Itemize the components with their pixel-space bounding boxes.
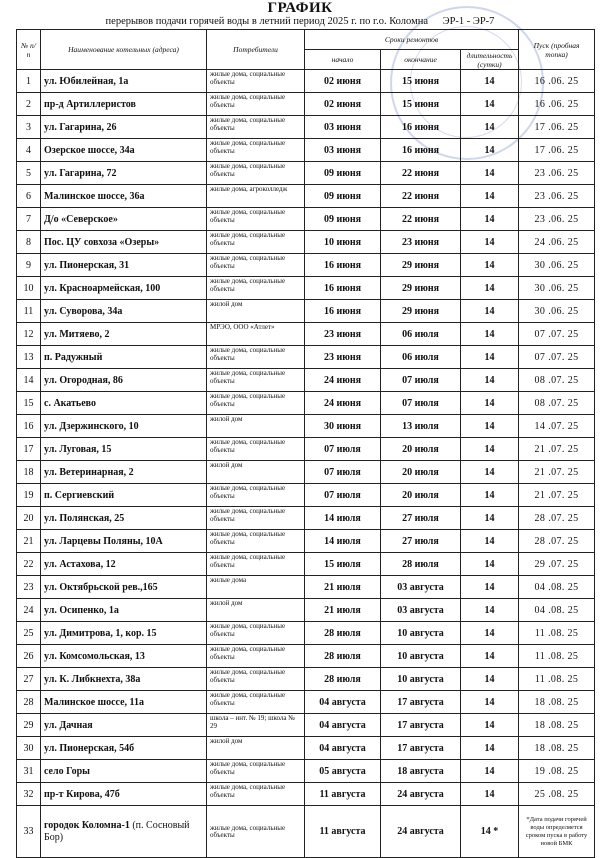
row-end: 20 июля [381,484,461,507]
row-end: 22 июня [381,185,461,208]
row-end: 24 августа [381,783,461,806]
row-days: 14 [461,231,519,254]
row-start: 28 июля [305,668,381,691]
row-num: 7 [17,208,41,231]
row-start: 09 июня [305,185,381,208]
row-num: 5 [17,162,41,185]
row-consumers: жилые дома, социальные объекты [207,507,305,530]
table-row [17,70,595,93]
table-row [17,93,595,116]
row-name: ул. Комсомольская, 13 [41,645,207,668]
row-start: 24 июня [305,369,381,392]
row-name: ул. Октябрьской рев.,165 [41,576,207,599]
table-row-last [17,806,595,858]
row-launch: 25 .08. 25 [519,783,595,806]
row-consumers: жилые дома, социальные объекты [207,622,305,645]
row-end: 15 июня [381,70,461,93]
row-launch: 08 .07. 25 [519,369,595,392]
row-days: 14 [461,139,519,162]
row-name: ул. Дачная [41,714,207,737]
table-row [17,530,595,553]
row-consumers: жилые дома, социальные объекты [207,783,305,806]
row-name: Озерское шоссе, 34а [41,139,207,162]
row-end: 06 июля [381,346,461,369]
row-num: 24 [17,599,41,622]
row-days: 14 [461,668,519,691]
row-num: 32 [17,783,41,806]
row-name: Д/о «Северское» [41,208,207,231]
row-days: 14 [461,277,519,300]
row-days: 14 [461,714,519,737]
table-row [17,139,595,162]
row-name: ул. Огородная, 86 [41,369,207,392]
row-launch: 04 .08. 25 [519,576,595,599]
row-start: 23 июня [305,346,381,369]
row-launch: 18 .08. 25 [519,714,595,737]
row-end: 29 июня [381,300,461,323]
row-launch: 14 .07. 25 [519,415,595,438]
table-row [17,116,595,139]
table-row [17,714,595,737]
row-days: 14 [461,645,519,668]
row-days: 14 [461,461,519,484]
row-launch: 16 .06. 25 [519,93,595,116]
row-days: 14 [461,116,519,139]
row-start: 14 июля [305,507,381,530]
row-end: 17 августа [381,737,461,760]
row-launch: 17 .06. 25 [519,139,595,162]
row-num: 30 [17,737,41,760]
row-num: 14 [17,369,41,392]
row-start: 03 июня [305,139,381,162]
row-num: 28 [17,691,41,714]
row-end: 29 июня [381,277,461,300]
row-launch: 23 .06. 25 [519,208,595,231]
row-launch: 30 .06. 25 [519,277,595,300]
table-row [17,783,595,806]
row-end: 17 августа [381,691,461,714]
table-row [17,415,595,438]
row-days: 14 [461,300,519,323]
row-days: 14 [461,783,519,806]
col-header-name: Наименование котельных (адреса) [41,30,207,70]
row-num: 26 [17,645,41,668]
row-end: 13 июля [381,415,461,438]
row-name: Пос. ЦУ совхоза «Озеры» [41,231,207,254]
row-end: 16 июня [381,116,461,139]
row-start: 28 июля [305,645,381,668]
row-days: 14 [461,530,519,553]
row-days: 14 [461,760,519,783]
row-launch: 18 .08. 25 [519,737,595,760]
table-row [17,277,595,300]
row-consumers: жилые дома, социальные объекты [207,93,305,116]
row-num: 10 [17,277,41,300]
row-num: 22 [17,553,41,576]
row-end: 29 июня [381,254,461,277]
row-launch: 21 .07. 25 [519,461,595,484]
row-name: ул. Полянская, 25 [41,507,207,530]
table-row [17,369,595,392]
row-name: ул. Суворова, 34а [41,300,207,323]
row-num: 21 [17,530,41,553]
table-row [17,231,595,254]
regions-label: ЭР-1 - ЭР-7 [442,16,495,27]
row-name: пр-т Кирова, 47б [41,783,207,806]
row-name: ул. Ветеринарная, 2 [41,461,207,484]
row-consumers: жилые дома, агроколледж [207,185,305,208]
row-days: 14 [461,323,519,346]
row-name: ул. Пионерская, 54б [41,737,207,760]
row-days: 14 [461,553,519,576]
row-end: 18 августа [381,760,461,783]
row-launch: 17 .06. 25 [519,116,595,139]
row-days: 14 [461,185,519,208]
row-num: 12 [17,323,41,346]
row-start: 07 июля [305,438,381,461]
row-name: ул. Пионерская, 31 [41,254,207,277]
row-num: 6 [17,185,41,208]
row-num: 18 [17,461,41,484]
row-num: 25 [17,622,41,645]
row-consumers: жилые дома, социальные объекты [207,231,305,254]
page-title: ГРАФИК [267,0,333,16]
row-consumers: жилой дом [207,415,305,438]
row-end: 20 июля [381,438,461,461]
row-end: 17 августа [381,714,461,737]
row-name: п. Радужный [41,346,207,369]
row-consumers: жилые дома, социальные объекты [207,392,305,415]
row-consumers: жилые дома, социальные объекты [207,346,305,369]
row-num: 1 [17,70,41,93]
table-row [17,553,595,576]
row-start: 10 июня [305,231,381,254]
row-start: 04 августа [305,714,381,737]
row-end: 23 июня [381,231,461,254]
row-num: 4 [17,139,41,162]
row-launch: 23 .06. 25 [519,162,595,185]
row-start: 07 июля [305,461,381,484]
row-launch: 16 .06. 25 [519,70,595,93]
row-num: 15 [17,392,41,415]
row-consumers: жилые дома [207,576,305,599]
row-start: 09 июня [305,162,381,185]
col-header-repair-terms: Сроки ремонтов [305,30,519,50]
row-launch: 28 .07. 25 [519,507,595,530]
table-row [17,185,595,208]
row-name: ул. Астахова, 12 [41,553,207,576]
row-num: 8 [17,231,41,254]
row-consumers: МРЭО, ООО «Атлет» [207,323,305,346]
row-days: 14 [461,369,519,392]
row-consumers: жилые дома, социальные объекты [207,484,305,507]
row-end: 28 июля [381,553,461,576]
row-name: ул. Гагарина, 72 [41,162,207,185]
row-name: с. Акатьево [41,392,207,415]
row-consumers: жилые дома, социальные объекты [207,208,305,231]
row-start: 11 августа [305,783,381,806]
table-row [17,162,595,185]
row-num: 29 [17,714,41,737]
row-num: 17 [17,438,41,461]
table-row [17,691,595,714]
row-days: 14 [461,507,519,530]
row-consumers: жилые дома, социальные объекты [207,369,305,392]
row-days: 14 [461,162,519,185]
row-consumers: жилые дома, социальные объекты [207,254,305,277]
row-days: 14 [461,691,519,714]
row-launch: 11 .08. 25 [519,668,595,691]
row-consumers: жилой дом [207,737,305,760]
row-days: 14 [461,208,519,231]
row-launch: 04 .08. 25 [519,599,595,622]
col-header-launch: Пуск (пробная топка) [519,30,595,70]
row-name: ул. Луговая, 15 [41,438,207,461]
row-start: 21 июля [305,576,381,599]
row-launch: 19 .08. 25 [519,760,595,783]
row-start: 15 июля [305,553,381,576]
row-start: 16 июня [305,254,381,277]
row-days: 14 [461,622,519,645]
row-num: 16 [17,415,41,438]
table-row [17,599,595,622]
row-name: п. Сергиевский [41,484,207,507]
row-start: 16 июня [305,300,381,323]
row-consumers: жилые дома, социальные объекты [207,139,305,162]
row-launch: 21 .07. 25 [519,438,595,461]
row-days: 14 [461,576,519,599]
row-launch: 28 .07. 25 [519,530,595,553]
row-end: 03 августа [381,576,461,599]
row-name: село Горы [41,760,207,783]
table-row [17,484,595,507]
row-days: 14 [461,346,519,369]
col-header-consumers: Потребители [207,30,305,70]
row-days: 14 * [461,806,519,858]
row-days: 14 [461,438,519,461]
row-end: 27 июля [381,507,461,530]
row-num: 3 [17,116,41,139]
row-name: Малинское шоссе, 11а [41,691,207,714]
row-start: 04 августа [305,691,381,714]
row-start: 21 июля [305,599,381,622]
row-consumers: жилой дом [207,461,305,484]
row-consumers: жилые дома, социальные объекты [207,530,305,553]
table-row [17,300,595,323]
row-name: ул. Юбилейная, 1а [41,70,207,93]
row-days: 14 [461,599,519,622]
row-name-bold: городок Коломна-1 [44,819,130,831]
row-end: 15 июня [381,93,461,116]
table-row [17,392,595,415]
row-end: 10 августа [381,668,461,691]
row-consumers: жилые дома, социальные объекты [207,668,305,691]
row-launch: 18 .08. 25 [519,691,595,714]
row-consumers: жилой дом [207,599,305,622]
table-row [17,576,595,599]
row-days: 14 [461,254,519,277]
table-row [17,208,595,231]
table-row [17,507,595,530]
row-name: ул. Митяево, 2 [41,323,207,346]
row-days: 14 [461,93,519,116]
row-end: 10 августа [381,645,461,668]
row-consumers: жилые дома, социальные объекты [207,691,305,714]
row-end: 16 июня [381,139,461,162]
row-name: пр-д Артиллеристов [41,93,207,116]
table-row [17,737,595,760]
col-header-start: начало [305,50,381,70]
row-end: 22 июня [381,208,461,231]
row-launch: 11 .08. 25 [519,645,595,668]
row-start: 04 августа [305,737,381,760]
row-days: 14 [461,484,519,507]
row-num: 23 [17,576,41,599]
row-consumers: жилые дома, социальные объекты [207,277,305,300]
row-start: 30 июня [305,415,381,438]
row-num: 13 [17,346,41,369]
col-header-end: окончание [381,50,461,70]
row-start: 23 июня [305,323,381,346]
table-row [17,622,595,645]
row-consumers: школа – инт. № 19; школа № 29 [207,714,305,737]
row-name: ул. Осипенко, 1а [41,599,207,622]
row-end: 03 августа [381,599,461,622]
schedule-table [16,29,595,858]
row-end: 10 августа [381,622,461,645]
row-launch: 23 .06. 25 [519,185,595,208]
row-start: 02 июня [305,70,381,93]
table-row [17,438,595,461]
row-consumers: жилые дома, социальные объекты [207,438,305,461]
table-row [17,323,595,346]
row-end: 06 июля [381,323,461,346]
table-row [17,760,595,783]
row-name-light: (п. Сосновый Бор) [44,819,190,843]
row-name: ул. Дзержинского, 10 [41,415,207,438]
row-consumers: жилые дома, социальные объекты [207,162,305,185]
page-subtitle [0,16,600,28]
row-name [41,806,207,858]
row-name: ул. Димитрова, 1, кор. 15 [41,622,207,645]
row-num: 2 [17,93,41,116]
schedule-body [17,70,595,806]
row-name: ул. Ларцевы Поляны, 10А [41,530,207,553]
table-row [17,645,595,668]
row-name: ул. Гагарина, 26 [41,116,207,139]
row-start: 24 июня [305,392,381,415]
row-consumers: жилые дома, социальные объекты [207,760,305,783]
row-consumers: жилой дом [207,300,305,323]
table-row [17,254,595,277]
row-launch: 30 .06. 25 [519,254,595,277]
row-num: 11 [17,300,41,323]
row-launch: 07 .07. 25 [519,346,595,369]
row-consumers: жилые дома, социальные объекты [207,70,305,93]
row-end: 20 июля [381,461,461,484]
row-end: 27 июля [381,530,461,553]
row-launch: 29 .07. 25 [519,553,595,576]
row-launch: 08 .07. 25 [519,392,595,415]
row-launch: 21 .07. 25 [519,484,595,507]
row-launch: 07 .07. 25 [519,323,595,346]
row-consumers: жилые дома, социальные объекты [207,806,305,858]
row-end: 07 июля [381,369,461,392]
row-launch: 11 .08. 25 [519,622,595,645]
row-num: 27 [17,668,41,691]
row-consumers: жилые дома, социальные объекты [207,116,305,139]
row-start: 11 августа [305,806,381,858]
row-days: 14 [461,392,519,415]
row-days: 14 [461,70,519,93]
row-num: 33 [17,806,41,858]
row-name: ул. К. Либкнехта, 38а [41,668,207,691]
row-start: 14 июля [305,530,381,553]
row-days: 14 [461,737,519,760]
row-end: 07 июля [381,392,461,415]
row-launch: 24 .06. 25 [519,231,595,254]
row-end: 22 июня [381,162,461,185]
row-note: *Дата подачи горячей воды определяется сроком пуска в работу новой БМК [519,806,595,858]
row-end: 24 августа [381,806,461,858]
row-start: 09 июня [305,208,381,231]
row-launch: 30 .06. 25 [519,300,595,323]
row-name: Малинское шоссе, 36а [41,185,207,208]
row-start: 07 июля [305,484,381,507]
table-row [17,461,595,484]
row-num: 20 [17,507,41,530]
row-start: 16 июня [305,277,381,300]
row-start: 02 июня [305,93,381,116]
row-num: 19 [17,484,41,507]
row-consumers: жилые дома, социальные объекты [207,645,305,668]
row-days: 14 [461,415,519,438]
row-num: 31 [17,760,41,783]
col-header-duration: длительность (сутки) [461,50,519,70]
table-row [17,668,595,691]
subtitle-text: перерывов подачи горячей воды в летний период 2025 г. по г.о. Коломна [105,16,429,27]
row-start: 05 августа [305,760,381,783]
row-name: ул. Красноармейская, 100 [41,277,207,300]
row-start: 03 июня [305,116,381,139]
table-row [17,346,595,369]
row-start: 28 июля [305,622,381,645]
col-header-num: № п/п [17,30,41,70]
row-consumers: жилые дома, социальные объекты [207,553,305,576]
row-num: 9 [17,254,41,277]
